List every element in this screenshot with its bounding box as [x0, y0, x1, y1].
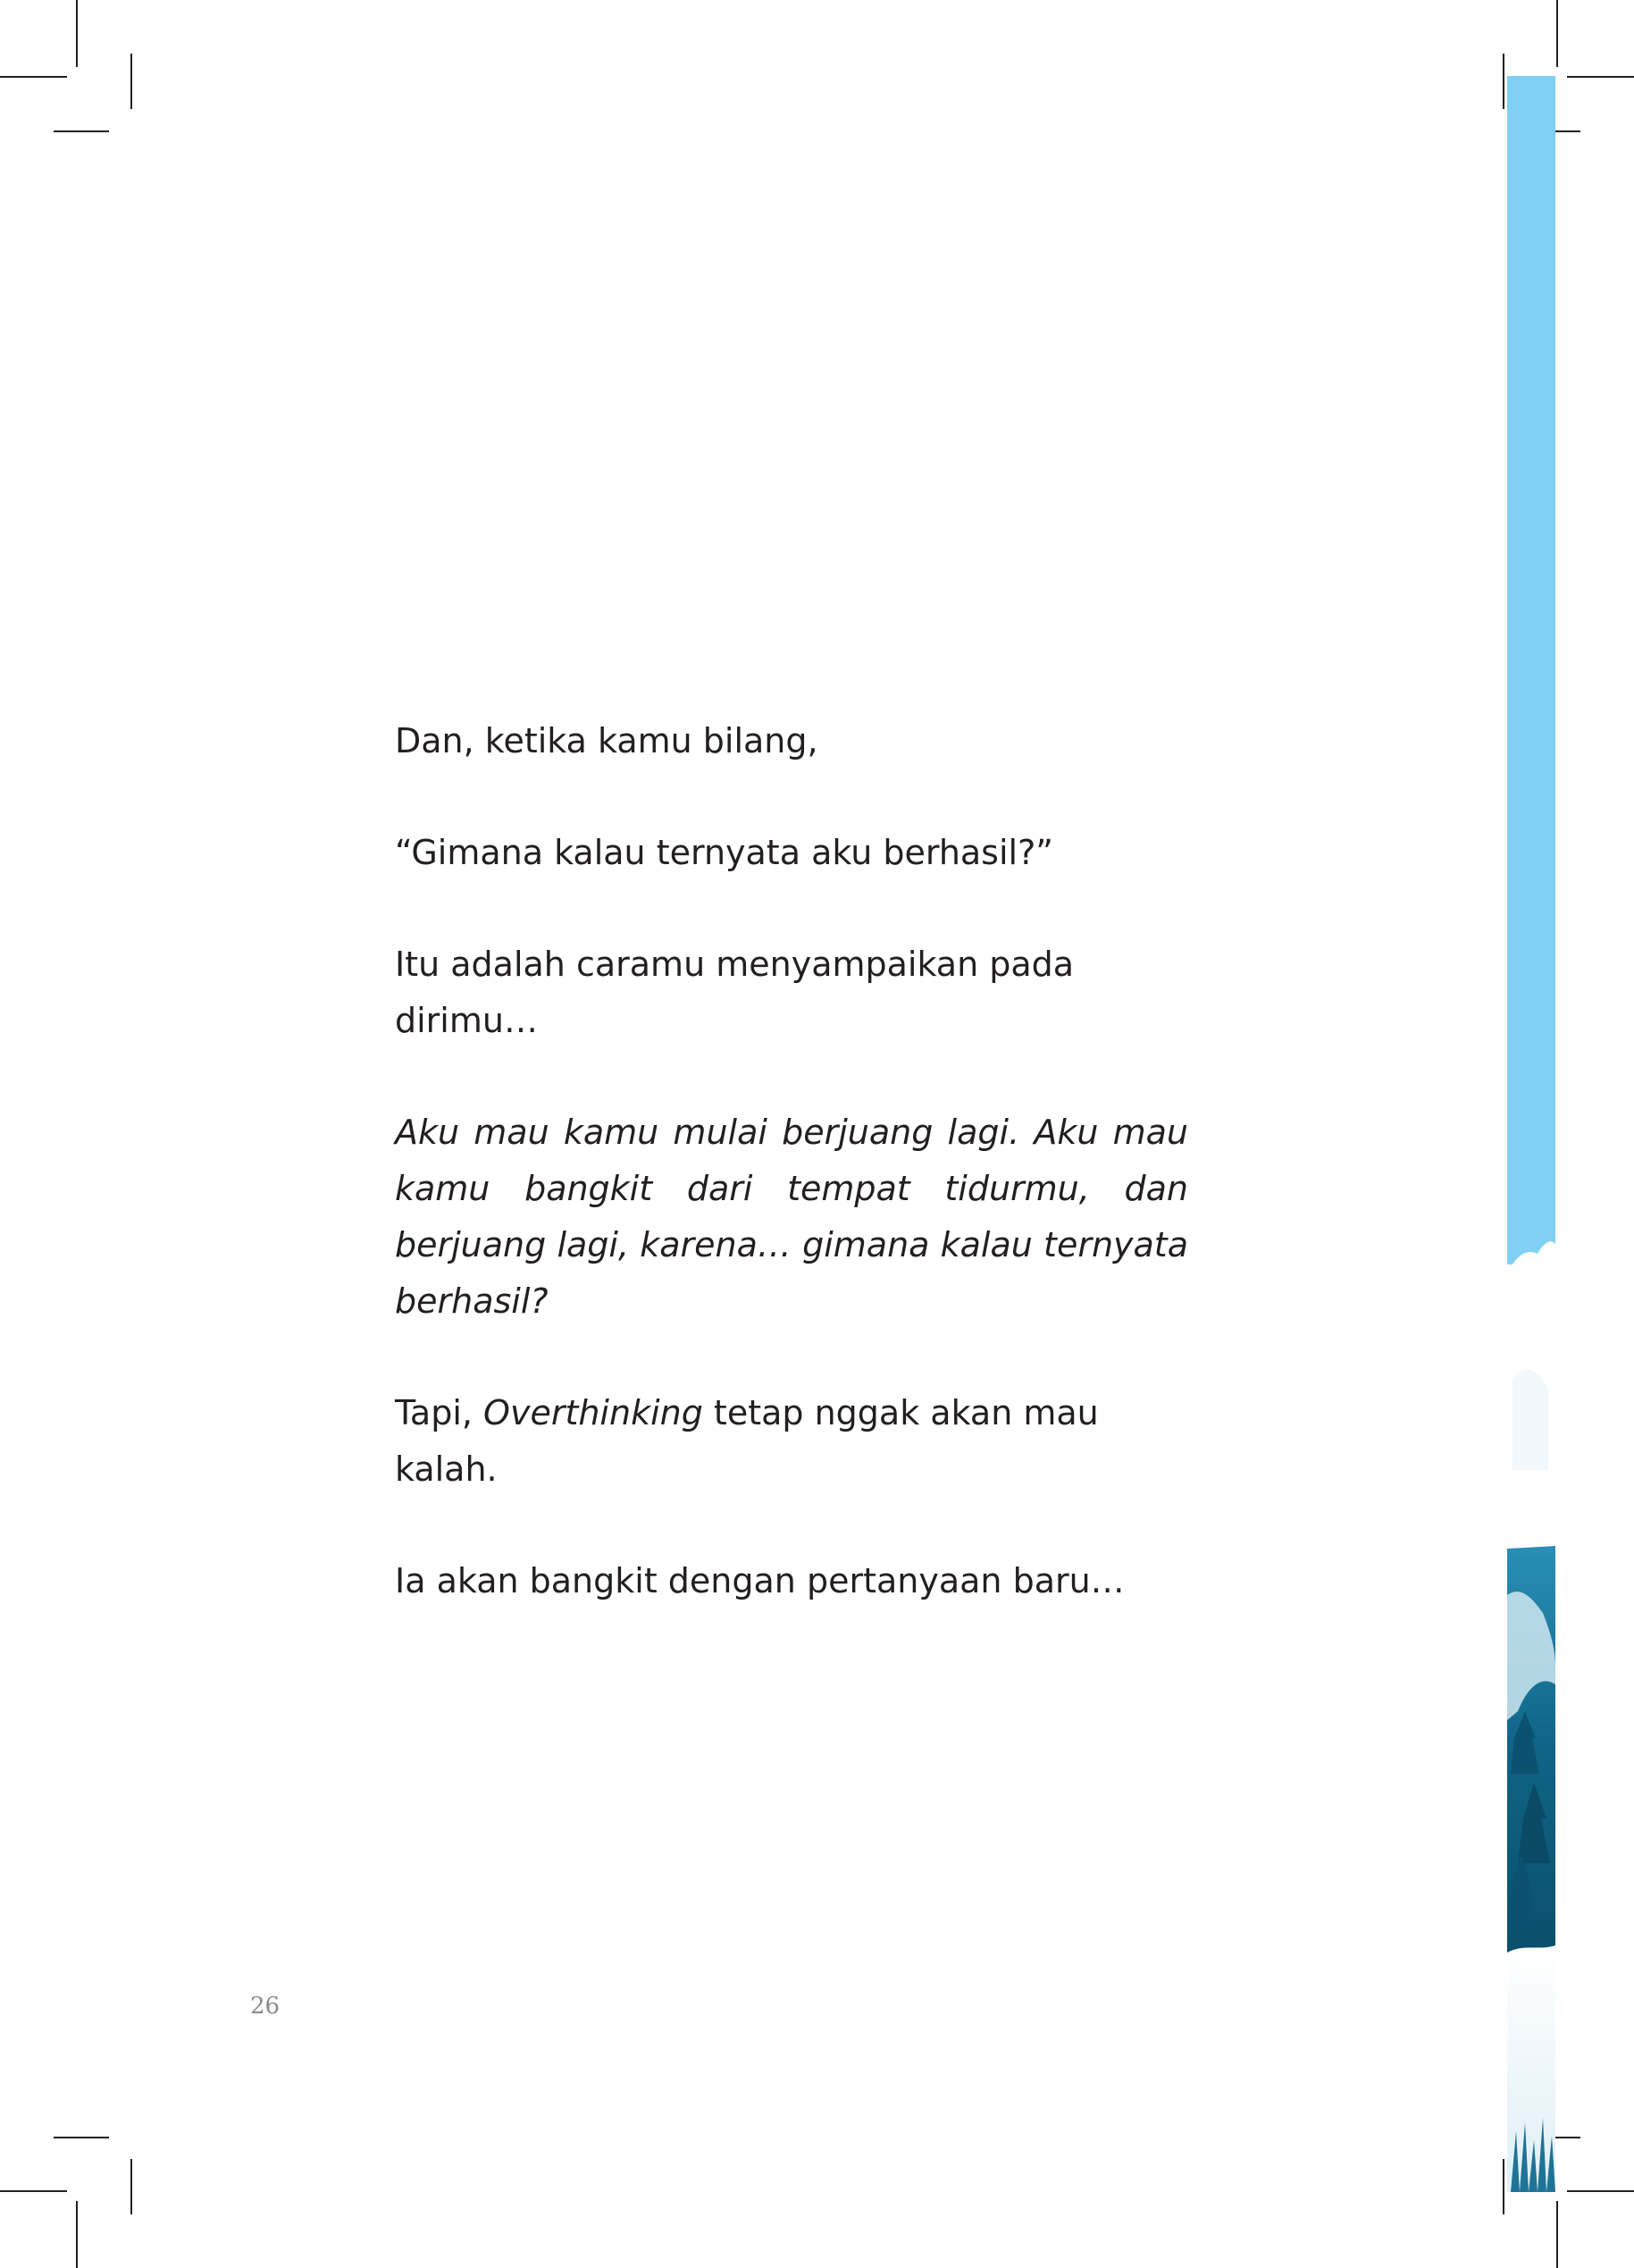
paragraph-overthinking-before: Tapi,: [395, 1393, 484, 1432]
paragraph-closing: Ia akan bangkit dengan pertanyaan baru…: [395, 1561, 1125, 1600]
side-illustration-strip: [1507, 76, 1555, 2192]
crop-mark-top-right-vertical-outer: [1556, 0, 1558, 67]
paragraph-quote: “Gimana kalau ternyata aku berhasil?”: [395, 833, 1053, 872]
crop-mark-bottom-left-outer: [0, 2190, 67, 2192]
paragraph-overthinking: [395, 1385, 1188, 1498]
crop-mark-top-left-inner: [54, 130, 109, 132]
paragraph-statement: Itu adalah caramu menyampaikan pada dirimu…: [395, 945, 1075, 1040]
strip-cloud-shadow: [1512, 1370, 1548, 1470]
crop-mark-top-left-vertical-inner: [130, 54, 132, 109]
paragraph-overthinking-emphasis: Overthinking: [483, 1393, 703, 1432]
paragraph-opening: Dan, ketika kamu bilang,: [395, 721, 818, 760]
crop-mark-bottom-right-vertical-inner: [1503, 2159, 1504, 2214]
page-number: 26: [250, 1993, 281, 2020]
crop-mark-top-right-vertical-inner: [1503, 54, 1504, 109]
crop-mark-bottom-left-vertical-inner: [130, 2159, 132, 2214]
crop-mark-top-right-outer: [1567, 76, 1634, 78]
body-text: [395, 713, 1188, 1665]
crop-mark-bottom-left-vertical-outer: [76, 2201, 78, 2268]
crop-mark-top-left-vertical-outer: [76, 0, 78, 67]
crop-mark-bottom-right-vertical-outer: [1556, 2201, 1558, 2268]
paragraph-overthinking-after: tetap nggak akan mau kalah.: [395, 1393, 1099, 1489]
paragraph-inner-voice: Aku mau kamu mulai berjuang lagi. Aku mau kamu bangkit dari tempat tidurmu, dan berjuang lagi, karena… gimana kalau ternyata berhasil?: [395, 1113, 1188, 1321]
strip-haze: [1507, 1479, 1555, 1541]
crop-mark-bottom-right-outer: [1567, 2190, 1634, 2192]
crop-mark-bottom-left-inner: [54, 2137, 109, 2138]
strip-sky: [1507, 76, 1555, 1264]
crop-mark-top-left-outer: [0, 76, 67, 78]
